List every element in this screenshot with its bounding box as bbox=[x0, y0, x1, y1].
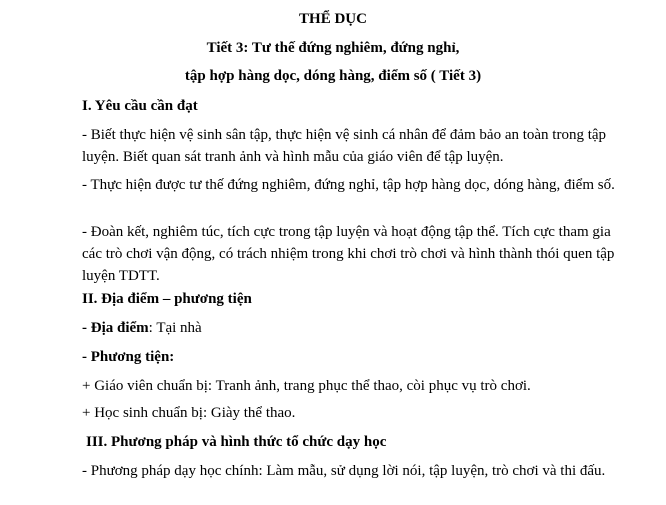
teacher-preparation: + Giáo viên chuẩn bị: Tranh ảnh, trang phục thể thao, còi phục vụ trò chơi. bbox=[82, 378, 531, 394]
lesson-title-line-1: Tiết 3: Tư thế đứng nghiêm, đứng nghỉ, bbox=[206, 40, 460, 56]
student-preparation: + Học sinh chuẩn bị: Giày thể thao. bbox=[82, 405, 296, 421]
lesson-title-line-2: tập hợp hàng dọc, dóng hàng, điểm số ( Tiết 3) bbox=[184, 68, 482, 84]
equipment-label: - Phương tiện: bbox=[82, 349, 175, 365]
location-value: : Tại nhà bbox=[148, 320, 202, 336]
document-title: THỂ DỤC bbox=[299, 11, 367, 27]
location-line bbox=[82, 317, 202, 339]
section-1-heading: I. Yêu cầu cần đạt bbox=[82, 98, 198, 114]
location-label: - Địa điểm bbox=[82, 320, 149, 336]
section-1-item-3: - Đoàn kết, nghiêm túc, tích cực trong tập luyện và hoạt động tập thể. Tích cực tham gia các trò chơi vận động, có trách nhiệm trong khi chơi trò chơi và hình thành thói quen tập luyện TDTT. bbox=[82, 224, 615, 284]
section-2-heading: II. Địa điểm – phương tiện bbox=[82, 291, 252, 307]
section-1-item-1: - Biết thực hiện vệ sinh sân tập, thực hiện vệ sinh cá nhân để đảm bảo an toàn trong tập luyện. Biết quan sát tranh ảnh và hình mẫu của giáo viên để tập luyện. bbox=[82, 127, 607, 165]
section-1-item-2: - Thực hiện được tư thế đứng nghiêm, đứng nghỉ, tập hợp hàng dọc, dóng hàng, điểm số. bbox=[82, 177, 615, 193]
section-3-heading: III. Phương pháp và hình thức tổ chức dạy học bbox=[86, 434, 387, 450]
section-3-item-1: - Phương pháp dạy học chính: Làm mẫu, sử dụng lời nói, tập luyện, trò chơi và thi đấu. bbox=[82, 463, 606, 479]
